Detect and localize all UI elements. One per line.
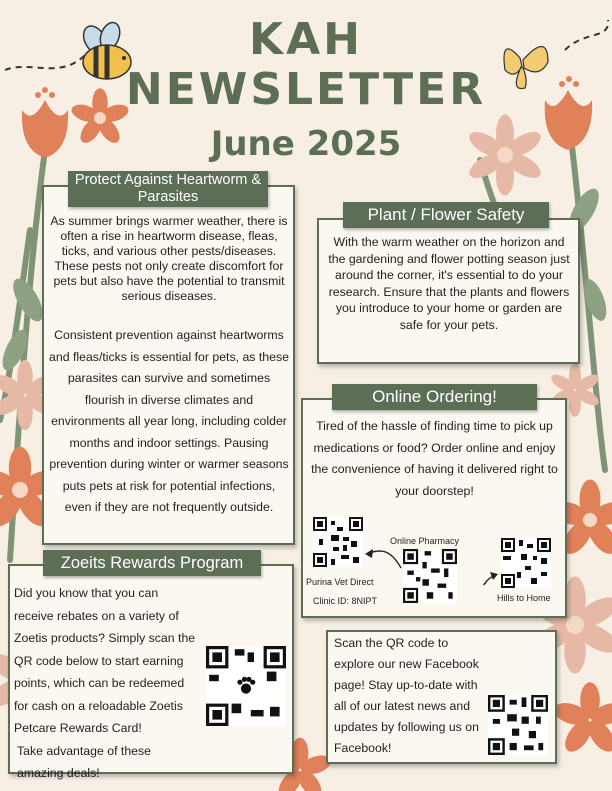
purina-label-line2: Clinic ID: 8NIPT — [313, 596, 378, 606]
hills-label: Hills to Home — [497, 593, 551, 603]
zoetis-rewards-text: Did you know that you can receive rebates on a variety of Zoetis products? Simply scan the QR code below to start earning points, which can be redeemed for cash on a reloadable Zoetis Petcare Rewards Card! — [14, 586, 196, 735]
plant-safety-title: Plant / Flower Safety — [343, 202, 549, 228]
purina-label-line1: Purina Vet Direct — [306, 577, 374, 587]
zoetis-rewards-title: Zoeits Rewards Program — [43, 550, 261, 576]
facebook-qr-code[interactable] — [488, 695, 548, 755]
heartworm-paragraph-2: Consistent prevention against heartworms and fleas/ticks is essential for pets, as these parasites can survive and sometimes flourish in diverse climates and environments all year long, including colder months and indoor settings. Pausing prevention during winter or warmer seasons puts pets at risk for potential infections, even if they are not frequently outside. — [49, 328, 289, 514]
newsletter-title-line2: NEWSLETTER — [125, 64, 487, 115]
heartworm-paragraph-1: As summer brings warmer weather, there is often a rise in heartworm disease, fleas, ticks, and various other pests/diseases. These pests not only create discomfort for pets but also have the potential to transmit serious diseases. — [50, 214, 288, 303]
facebook-body-wrap — [334, 633, 552, 759]
newsletter-date: June 2025 — [210, 124, 402, 164]
zoetis-rewards-cta: Take advantage of these amazing deals! — [17, 743, 151, 780]
plant-safety-body: With the warm weather on the horizon and the gardening and flower potting season just around the corner, it's essential to do your research. Ensure that the plants and flowers you introduce to your home or garden are safe for your pets. — [328, 235, 570, 332]
facebook-body: Scan the QR code to explore our new Facebook page! Stay up-to-date with all of our latest news and updates by following us on Facebook! — [334, 636, 479, 755]
heartworm-section-title: Protect Against Heartworm & Parasites — [68, 171, 268, 207]
pharmacy-label: Online Pharmacy — [390, 536, 460, 546]
qr-arrows — [301, 520, 567, 600]
online-ordering-title: Online Ordering! — [332, 384, 537, 410]
zoetis-rewards-body — [14, 582, 292, 785]
online-ordering-body: Tired of the hassle of finding time to pick up medications or food? Order online and enjoy the convenience of having it delivered right to your doorstep! — [311, 419, 558, 498]
zoetis-qr-code[interactable] — [206, 646, 286, 726]
newsletter-title-line1: KAH — [249, 14, 363, 65]
